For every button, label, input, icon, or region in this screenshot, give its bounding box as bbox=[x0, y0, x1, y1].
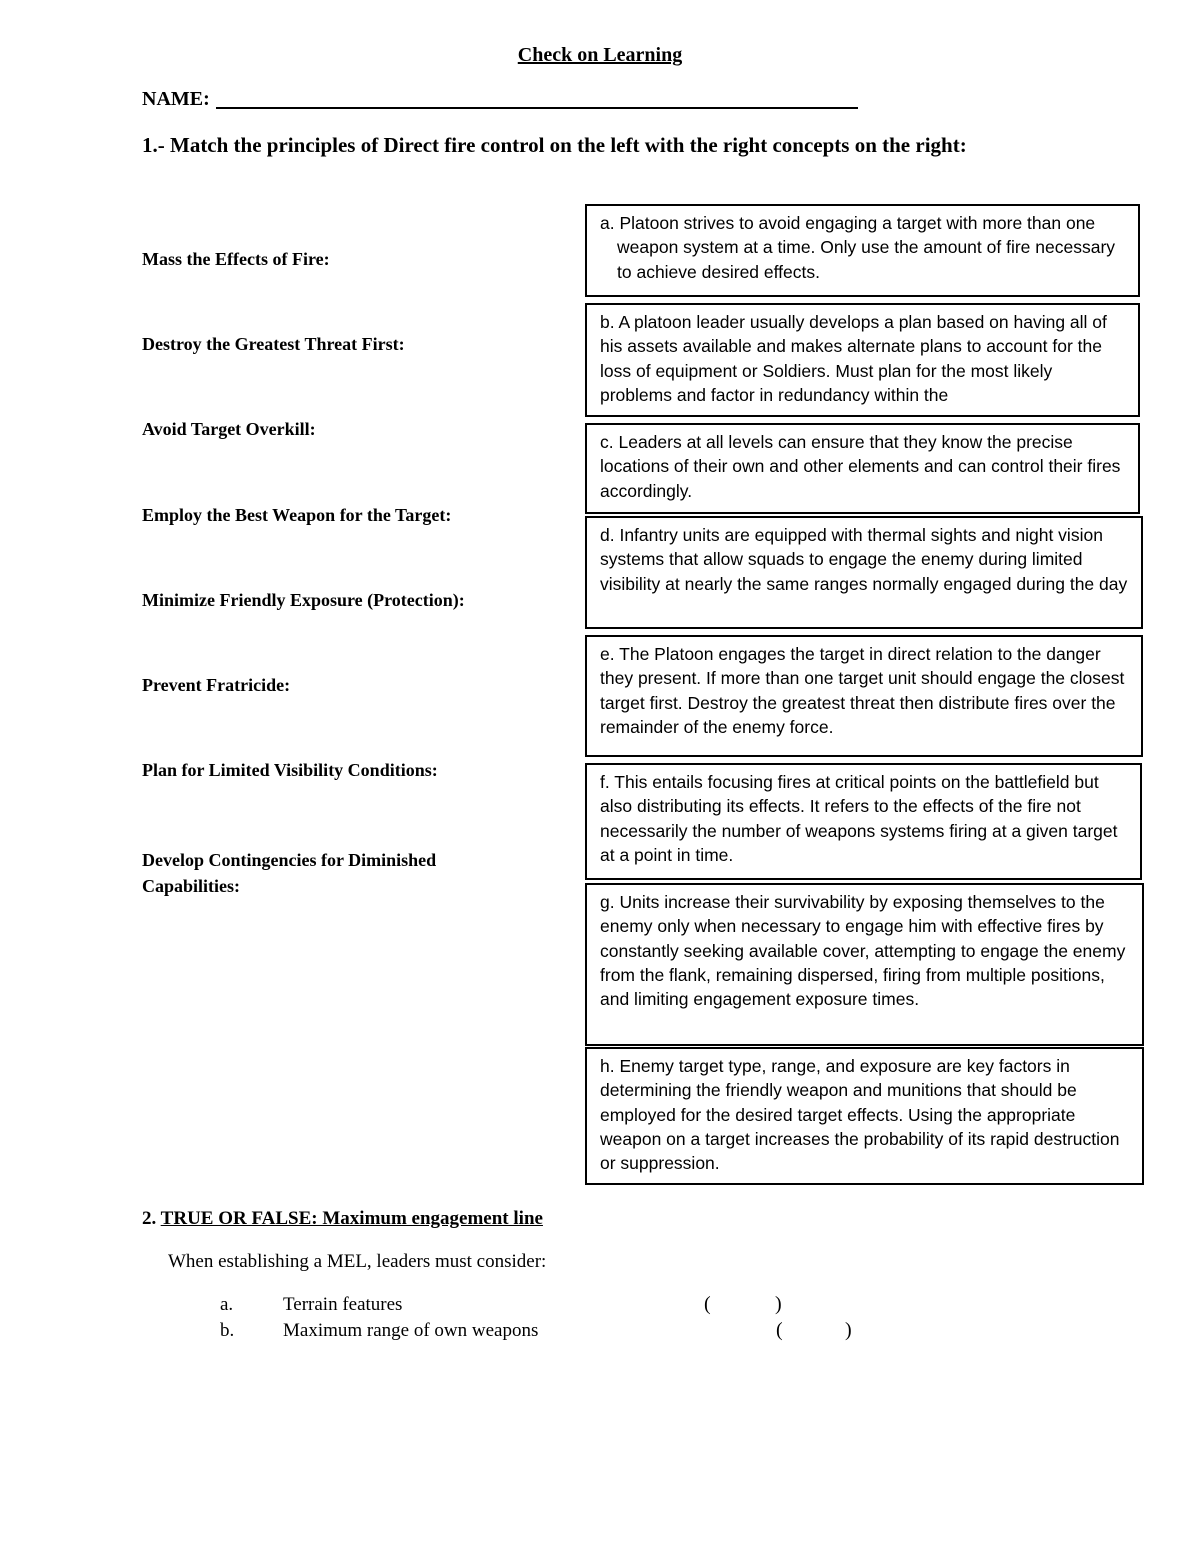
concept-box-e: e. The Platoon engages the target in direct relation to the danger they present. If more than one target unit should engage the closest target first. Destroy the greatest threat then distribute fires over the remainder of the enemy force. bbox=[585, 635, 1143, 757]
question-2-intro: When establishing a MEL, leaders must consider: bbox=[168, 1251, 547, 1272]
principle-best-weapon: Employ the Best Weapon for the Target: bbox=[142, 505, 452, 525]
item-a-answer-blank[interactable] bbox=[722, 1294, 772, 1316]
item-a-close-paren: ) bbox=[775, 1293, 782, 1315]
concept-box-h: h. Enemy target type, range, and exposure are key factors in determining the friendly weapon and munitions that should be employed for the desired target effects. Using the appropriate weapon on a target increases the probability of its rapid destruction or suppression. bbox=[585, 1047, 1144, 1185]
principle-mass-effects: Mass the Effects of Fire: bbox=[142, 249, 330, 269]
concept-box-c: c. Leaders at all levels can ensure that they know the precise locations of their own and other elements and can control their fires accordingly. bbox=[585, 423, 1140, 514]
principle-contingencies: Develop Contingencies for Diminished Capabilities: bbox=[142, 850, 437, 896]
question-2-number: 2. bbox=[142, 1208, 157, 1229]
principle-avoid-overkill: Avoid Target Overkill: bbox=[142, 419, 316, 439]
item-b-close-paren: ) bbox=[845, 1319, 852, 1341]
name-field-line[interactable] bbox=[216, 107, 858, 109]
principle-destroy-greatest-threat: Destroy the Greatest Threat First: bbox=[142, 334, 405, 354]
principle-limited-visibility: Plan for Limited Visibility Conditions: bbox=[142, 760, 438, 780]
question-1-prompt: 1.- Match the principles of Direct fire control on the left with the right concepts on the right: bbox=[142, 133, 967, 157]
question-2-title: TRUE OR FALSE: Maximum engagement line bbox=[160, 1208, 543, 1229]
question-2-heading bbox=[142, 1208, 543, 1230]
name-label: NAME: bbox=[142, 88, 210, 110]
concept-box-f: f. This entails focusing fires at critical points on the battlefield but also distributing its effects. It refers to the effects of the fire not necessarily the number of weapons systems firing at a given target at a point in time. bbox=[585, 763, 1142, 880]
concept-box-g: g. Units increase their survivability by exposing themselves to the enemy only when necessary to engage him with effective fires by constantly seeking available cover, attempting to engage the enemy from the flank, remaining dispersed, firing from multiple positions, and limiting engagement exposure times. bbox=[585, 883, 1144, 1046]
item-a-open-paren: ( bbox=[704, 1293, 711, 1315]
page-title: Check on Learning bbox=[517, 44, 683, 66]
principle-prevent-fratricide: Prevent Fratricide: bbox=[142, 675, 291, 695]
item-a-letter: a. bbox=[220, 1294, 234, 1315]
item-b-text: Maximum range of own weapons bbox=[283, 1320, 539, 1341]
concept-box-d: d. Infantry units are equipped with thermal sights and night vision systems that allow squads to engage the enemy during limited visibility at nearly the same ranges normally engaged during the day bbox=[585, 516, 1143, 629]
item-a-text: Terrain features bbox=[283, 1294, 403, 1315]
item-b-letter: b. bbox=[220, 1320, 235, 1341]
item-b-answer-blank[interactable] bbox=[794, 1320, 844, 1342]
item-b-open-paren: ( bbox=[776, 1319, 783, 1341]
principle-minimize-exposure: Minimize Friendly Exposure (Protection): bbox=[142, 590, 465, 610]
concept-box-b: b. A platoon leader usually develops a plan based on having all of his assets available and makes alternate plans to account for the loss of equipment or Soldiers. Must plan for the most likely problems and factor in redundancy within the bbox=[585, 303, 1140, 417]
concept-box-a: a. Platoon strives to avoid engaging a target with more than one weapon system at a time. Only use the amount of fire necessary to achieve desired effects. bbox=[585, 204, 1140, 297]
